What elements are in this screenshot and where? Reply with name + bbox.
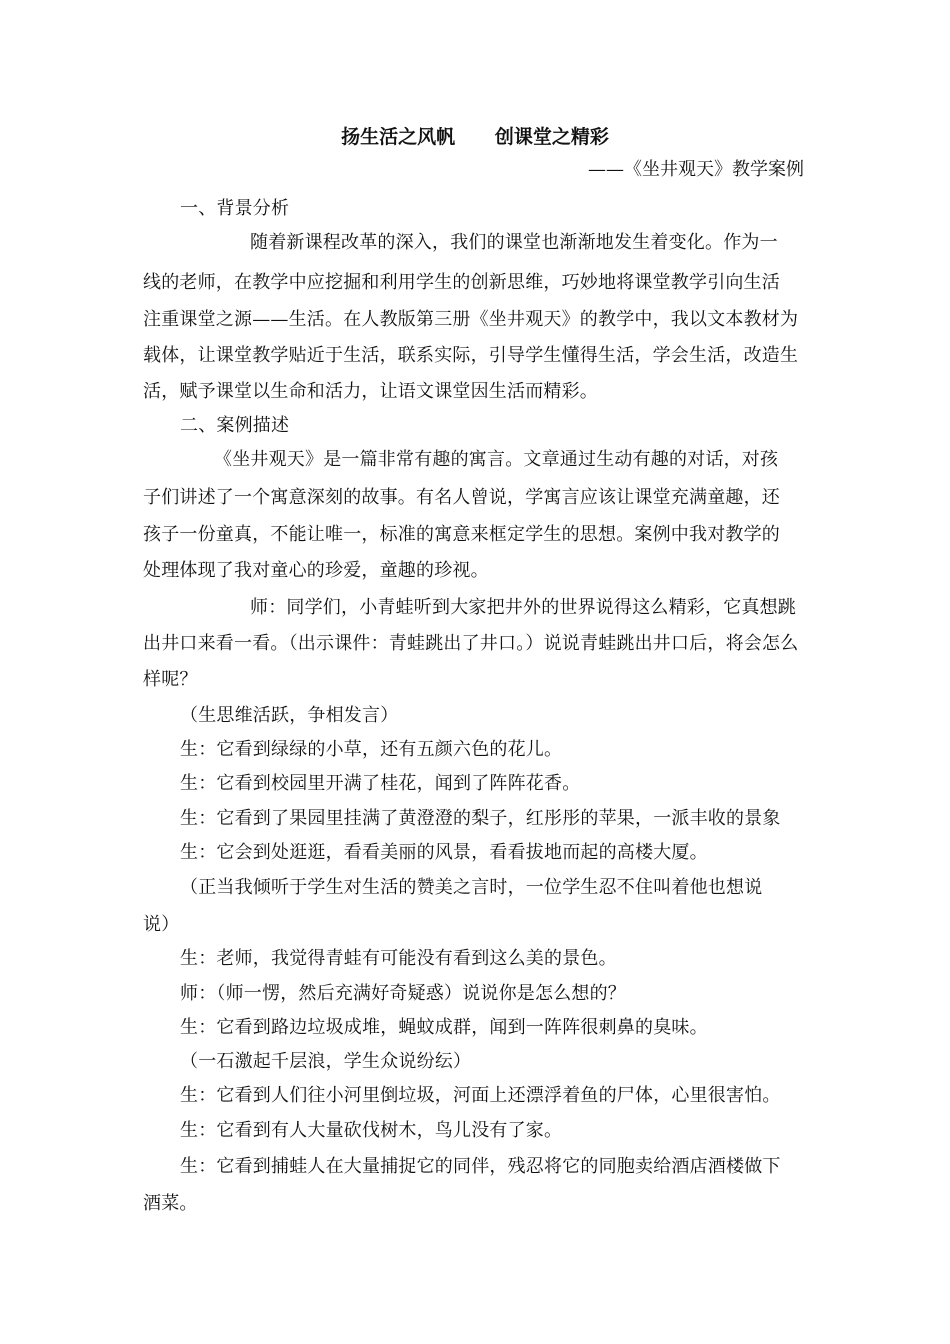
text-line: （生思维活跃，争相发言）: [180, 705, 399, 726]
text-line: 生：它看到人们往小河里倒垃圾，河面上还漂浮着鱼的尸体，心里很害怕。: [180, 1085, 781, 1106]
text-line: （正当我倾听于学生对生活的赞美之言时，一位学生忍不住叫着他也想说: [180, 877, 763, 898]
text-line: 随着新课程改革的深入，我们的课堂也渐渐地发生着变化。作为一: [250, 232, 778, 253]
text-line: 孩子一份童真，不能让唯一，标准的寓意来框定学生的思想。案例中我对教学的: [143, 524, 780, 545]
text-line: （一石激起千层浪，学生众说纷纭）: [180, 1051, 472, 1072]
text-line: 子们讲述了一个寓意深刻的故事。有名人曾说，学寓言应该让课堂充满童趣，还: [143, 487, 780, 508]
text-line: 酒菜。: [143, 1193, 198, 1214]
text-line: 说）: [143, 914, 180, 935]
text-line: 生：老师，我觉得青蛙有可能没有看到这么美的景色。: [180, 948, 617, 969]
text-line: 《坐井观天》是一篇非常有趣的寓言。文章通过生动有趣的对话，对孩: [214, 449, 779, 470]
text-line: 线的老师，在教学中应挖掘和利用学生的创新思维，巧妙地将课堂教学引向生活: [143, 272, 780, 293]
text-line: 生：它看到了果园里挂满了黄澄澄的梨子，红彤彤的苹果，一派丰收的景象: [180, 808, 781, 829]
text-line: 处理体现了我对童心的珍爱，童趣的珍视。: [143, 560, 489, 581]
text-line: 生：它会到处逛逛，看看美丽的风景，看看拔地而起的高楼大厦。: [180, 842, 708, 863]
text-line: 师：（师一愣，然后充满好奇疑惑）说说你是怎么想的？: [180, 983, 626, 1004]
document-subtitle: ——《坐井观天》教学案例: [588, 159, 804, 180]
text-line: 生：它看到绿绿的小草，还有五颜六色的花儿。: [180, 739, 563, 760]
text-line: 生：它看到校园里开满了桂花，闻到了阵阵花香。: [180, 773, 581, 794]
text-line: 生：它看到路边垃圾成堆，蝇蚊成群，闻到一阵阵很刺鼻的臭味。: [180, 1017, 708, 1038]
section-heading-background: 一、背景分析: [180, 198, 290, 219]
text-line: 样呢？: [143, 669, 198, 690]
text-line: 师：同学们，小青蛙听到大家把井外的世界说得这么精彩，它真想跳: [250, 597, 796, 618]
text-line: 注重课堂之源——生活。在人教版第三册《坐井观天》的教学中，我以文本教材为: [143, 309, 799, 330]
text-line: 载体，让课堂教学贴近于生活，联系实际，引导学生懂得生活，学会生活，改造生: [143, 345, 799, 366]
text-line: 生：它看到有人大量砍伐树木，鸟儿没有了家。: [180, 1120, 563, 1141]
text-line: 活，赋予课堂以生命和活力，让语文课堂因生活而精彩。: [143, 381, 598, 402]
document-title: 扬生活之风帆 创课堂之精彩: [341, 126, 609, 148]
text-line: 出井口来看一看。（出示课件：青蛙跳出了井口。）说说青蛙跳出井口后，将会怎么: [143, 633, 799, 654]
section-heading-case: 二、案例描述: [180, 415, 290, 436]
text-line: 生：它看到捕蛙人在大量捕捉它的同伴，残忍将它的同胞卖给酒店酒楼做下: [180, 1156, 781, 1177]
